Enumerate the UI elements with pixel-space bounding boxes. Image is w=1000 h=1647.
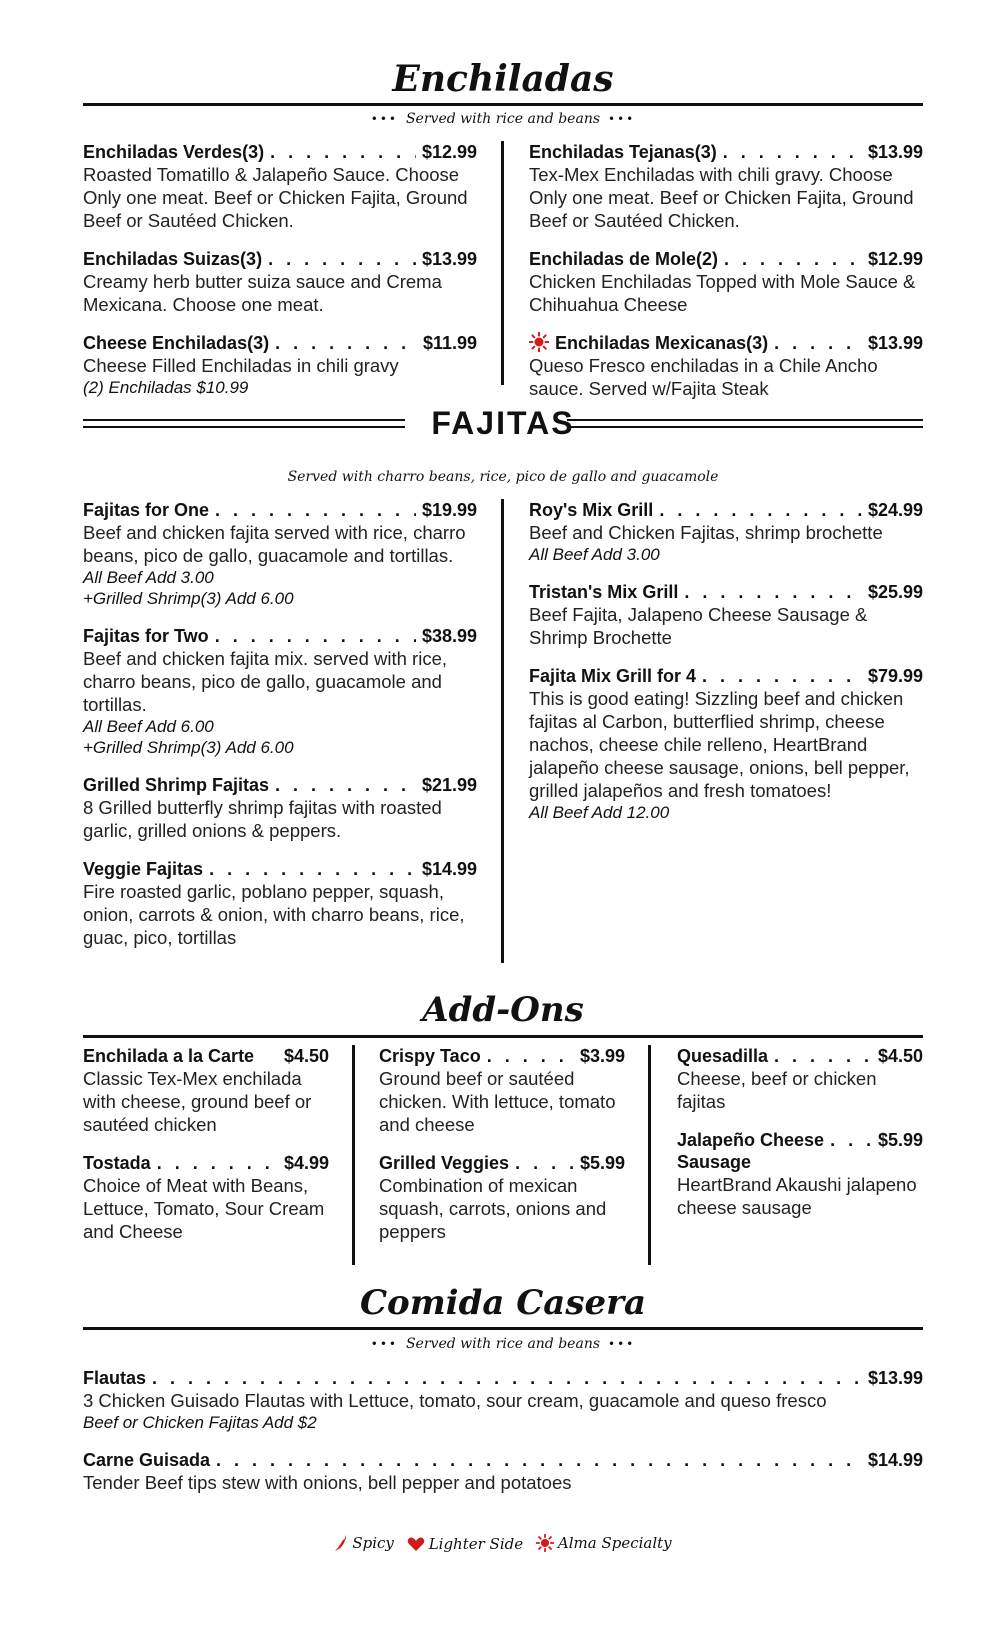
dot-leader [515, 1152, 574, 1174]
item-price: $21.99 [421, 775, 477, 795]
dot-leader [702, 665, 862, 687]
item-price: $38.99 [421, 626, 477, 646]
item-description: This is good eating! Sizzling beef and chicken fajitas al Carbon, butterflied shrimp, cheese nachos, cheese chile relleno, HeartBrand jalapeño cheese sausage, onions, bell pepper, grilled jalapeños and fresh tomatoes! [529, 688, 910, 801]
item-name: Crispy Taco [379, 1046, 481, 1066]
dot-leader [724, 248, 862, 270]
item-price: $5.99 [877, 1130, 923, 1150]
column-divider [648, 1045, 651, 1265]
menu-item [83, 332, 477, 398]
dot-leader [487, 1045, 574, 1067]
menu-item [83, 1045, 329, 1136]
dot-leader [152, 1367, 862, 1389]
dot-leader [684, 581, 862, 603]
item-description: Fire roasted garlic, poblano pepper, squash, onion, carrots & onion, with charro beans, rice, guac, pico, tortillas [83, 881, 465, 948]
item-name: Quesadilla [677, 1046, 769, 1066]
menu-item [83, 1367, 923, 1433]
item-name: Jalapeño Cheese [677, 1130, 825, 1150]
item-price: $79.99 [867, 666, 923, 686]
legend [83, 1534, 923, 1556]
comida-list [83, 1367, 923, 1510]
item-note: All Beef Add 12.00 [529, 803, 670, 822]
item-price: $24.99 [867, 500, 923, 520]
menu-item [83, 248, 477, 316]
addons-column-1 [83, 1045, 329, 1259]
menu-item [529, 665, 923, 823]
item-name: Grilled Shrimp Fajitas [83, 775, 270, 795]
column-divider [501, 141, 504, 385]
comida-title: Comida Casera [359, 1283, 647, 1323]
fajitas-left-column [83, 499, 477, 965]
item-description: Combination of mexican squash, carrots, onions and peppers [379, 1175, 607, 1242]
item-name: Enchiladas Tejanas(3) [529, 142, 717, 162]
item-description: 8 Grilled butterfly shrimp fajitas with roasted garlic, grilled onions & peppers. [83, 797, 442, 841]
item-description: HeartBrand Akaushi jalapeno cheese sausage [677, 1174, 917, 1218]
item-name: Flautas [83, 1368, 147, 1388]
heart-icon [407, 1536, 425, 1552]
menu-item [529, 141, 923, 232]
item-name: Enchiladas de Mole(2) [529, 249, 719, 269]
addons-title: Add-Ons [422, 990, 584, 1030]
menu-item [529, 499, 923, 565]
item-price: $13.99 [867, 1368, 923, 1388]
item-name: Tostada [83, 1153, 151, 1173]
dot-leader [723, 141, 862, 163]
comida-rule [83, 1327, 923, 1330]
menu-item [83, 141, 477, 232]
item-name: Carne Guisada [83, 1450, 211, 1470]
menu-item [83, 774, 477, 842]
dot-leader [659, 499, 862, 521]
column-divider [501, 499, 504, 963]
item-price: $25.99 [867, 582, 923, 602]
menu-item [379, 1152, 625, 1243]
item-name: Enchiladas Verdes(3) [83, 142, 265, 162]
item-description: Beef and chicken fajita mix. served with rice, charro beans, pico de gallo, guacamole and tortillas. [83, 648, 447, 715]
dot-leader [774, 1045, 872, 1067]
fajitas-subtitle: Served with charro beans, rice, pico de gallo and guacamole [287, 469, 719, 485]
item-description: Tender Beef tips stew with onions, bell pepper and potatoes [83, 1472, 572, 1493]
item-price: $13.99 [867, 142, 923, 162]
item-description: Ground beef or sautéed chicken. With lettuce, tomato and cheese [379, 1068, 616, 1135]
item-name: Fajitas for One [83, 500, 210, 520]
column-divider [352, 1045, 355, 1265]
item-description: Beef Fajita, Jalapeno Cheese Sausage & Shrimp Brochette [529, 604, 868, 648]
menu-item [379, 1045, 625, 1136]
item-description: Tex-Mex Enchiladas with chili gravy. Choose Only one meat. Beef or Chicken Fajita, Ground Beef or Sautéed Chicken. [529, 164, 914, 231]
addons-rule [83, 1035, 923, 1038]
menu-item [529, 581, 923, 649]
item-price: $12.99 [867, 249, 923, 269]
fajitas-title: FAJITAS [431, 405, 575, 441]
menu-item [83, 1449, 923, 1494]
dot-leader [209, 858, 416, 880]
dot-leader [774, 332, 862, 354]
item-description: Classic Tex-Mex enchilada with cheese, ground beef or sautéed chicken [83, 1068, 312, 1135]
item-name: Roy's Mix Grill [529, 500, 654, 520]
legend-spicy: Spicy [334, 1534, 394, 1552]
menu-item [83, 858, 477, 949]
dot-leader [157, 1152, 278, 1174]
item-price: $12.99 [421, 142, 477, 162]
item-price: $19.99 [421, 500, 477, 520]
dot-leader [270, 141, 416, 163]
item-name: Cheese Enchiladas(3) [83, 333, 270, 353]
item-note: +Grilled Shrimp(3) Add 6.00 [83, 738, 294, 757]
addons-grid [83, 1045, 923, 1265]
menu-item [677, 1045, 923, 1113]
sun-icon [529, 332, 549, 352]
item-description: Beef and chicken fajita served with rice, charro beans, pico de gallo, guacamole and tortillas. [83, 522, 466, 566]
sun-icon [536, 1534, 554, 1552]
item-name: Fajitas for Two [83, 626, 209, 646]
enchiladas-rule [83, 103, 923, 106]
fajitas-grid [83, 499, 923, 963]
item-price: $13.99 [867, 333, 923, 353]
enchiladas-subtitle: ••• Served with rice and beans ••• [370, 111, 636, 127]
item-name: Enchilada a la Carte [83, 1046, 255, 1066]
item-description: Creamy herb butter suiza sauce and Crema Mexicana. Choose one meat. [83, 271, 442, 315]
dot-leader [215, 499, 416, 521]
item-name-line-2: Sausage [677, 1152, 752, 1172]
item-name: Tristan's Mix Grill [529, 582, 679, 602]
enchiladas-left-column [83, 141, 477, 414]
item-note: All Beef Add 3.00 [529, 545, 660, 564]
item-description: Chicken Enchiladas Topped with Mole Sauce & Chihuahua Cheese [529, 271, 916, 315]
item-price: $5.99 [579, 1153, 625, 1173]
item-description: Cheese, beef or chicken fajitas [677, 1068, 877, 1112]
dot-leader [215, 625, 416, 647]
item-name: Veggie Fajitas [83, 859, 204, 879]
item-note: Beef or Chicken Fajitas Add $2 [83, 1413, 317, 1432]
item-note: (2) Enchiladas $10.99 [83, 378, 249, 397]
dot-leader [268, 248, 416, 270]
item-price: $3.99 [579, 1046, 625, 1066]
item-description: Cheese Filled Enchiladas in chili gravy [83, 355, 399, 376]
item-note: All Beef Add 6.00 [83, 717, 214, 736]
menu-item [83, 625, 477, 758]
item-description: Roasted Tomatillo & Jalapeño Sauce. Choose Only one meat. Beef or Chicken Fajita, Ground Beef or Sautéed Chicken. [83, 164, 468, 231]
dot-leader [830, 1129, 872, 1151]
addons-column-2 [379, 1045, 625, 1259]
addons-column-3 [677, 1045, 923, 1235]
dot-leader [275, 774, 416, 796]
item-note: +Grilled Shrimp(3) Add 6.00 [83, 589, 294, 608]
item-note: All Beef Add 3.00 [83, 568, 214, 587]
dot-leader [275, 332, 417, 354]
item-name: Fajita Mix Grill for 4 [529, 666, 697, 686]
dot-leader [216, 1449, 862, 1471]
enchiladas-grid [83, 141, 923, 399]
item-description: Choice of Meat with Beans, Lettuce, Tomato, Sour Cream and Cheese [83, 1175, 325, 1242]
item-price: $11.99 [422, 333, 477, 353]
menu-item [529, 332, 923, 400]
item-name: Enchiladas Mexicanas(3) [529, 332, 768, 354]
enchiladas-title: Enchiladas [392, 58, 614, 100]
menu-item [83, 499, 477, 609]
item-description: Queso Fresco enchiladas in a Chile Ancho sauce. Served w/Fajita Steak [529, 355, 878, 399]
item-price: $14.99 [421, 859, 477, 879]
item-price: $4.99 [283, 1153, 329, 1173]
item-price: $4.50 [877, 1046, 923, 1066]
item-price: $4.50 [283, 1046, 329, 1066]
legend-alma-specialty: Alma Specialty [536, 1534, 672, 1552]
item-description: Beef and Chicken Fajitas, shrimp brochette [529, 522, 883, 543]
item-price: $13.99 [421, 249, 477, 269]
fajitas-right-column [529, 499, 923, 839]
legend-lighter-side: Lighter Side [407, 1535, 523, 1553]
enchiladas-right-column [529, 141, 923, 416]
item-name: Enchiladas Suizas(3) [83, 249, 263, 269]
item-price: $14.99 [867, 1450, 923, 1470]
menu-item [529, 248, 923, 316]
chili-pepper-icon [334, 1534, 348, 1552]
comida-subtitle: ••• Served with rice and beans ••• [370, 1336, 636, 1352]
item-name: Grilled Veggies [379, 1153, 510, 1173]
menu-item [677, 1129, 923, 1219]
fajitas-heading [83, 405, 923, 445]
menu-item [83, 1152, 329, 1243]
item-description: 3 Chicken Guisado Flautas with Lettuce, tomato, sour cream, guacamole and queso fresco [83, 1390, 827, 1411]
